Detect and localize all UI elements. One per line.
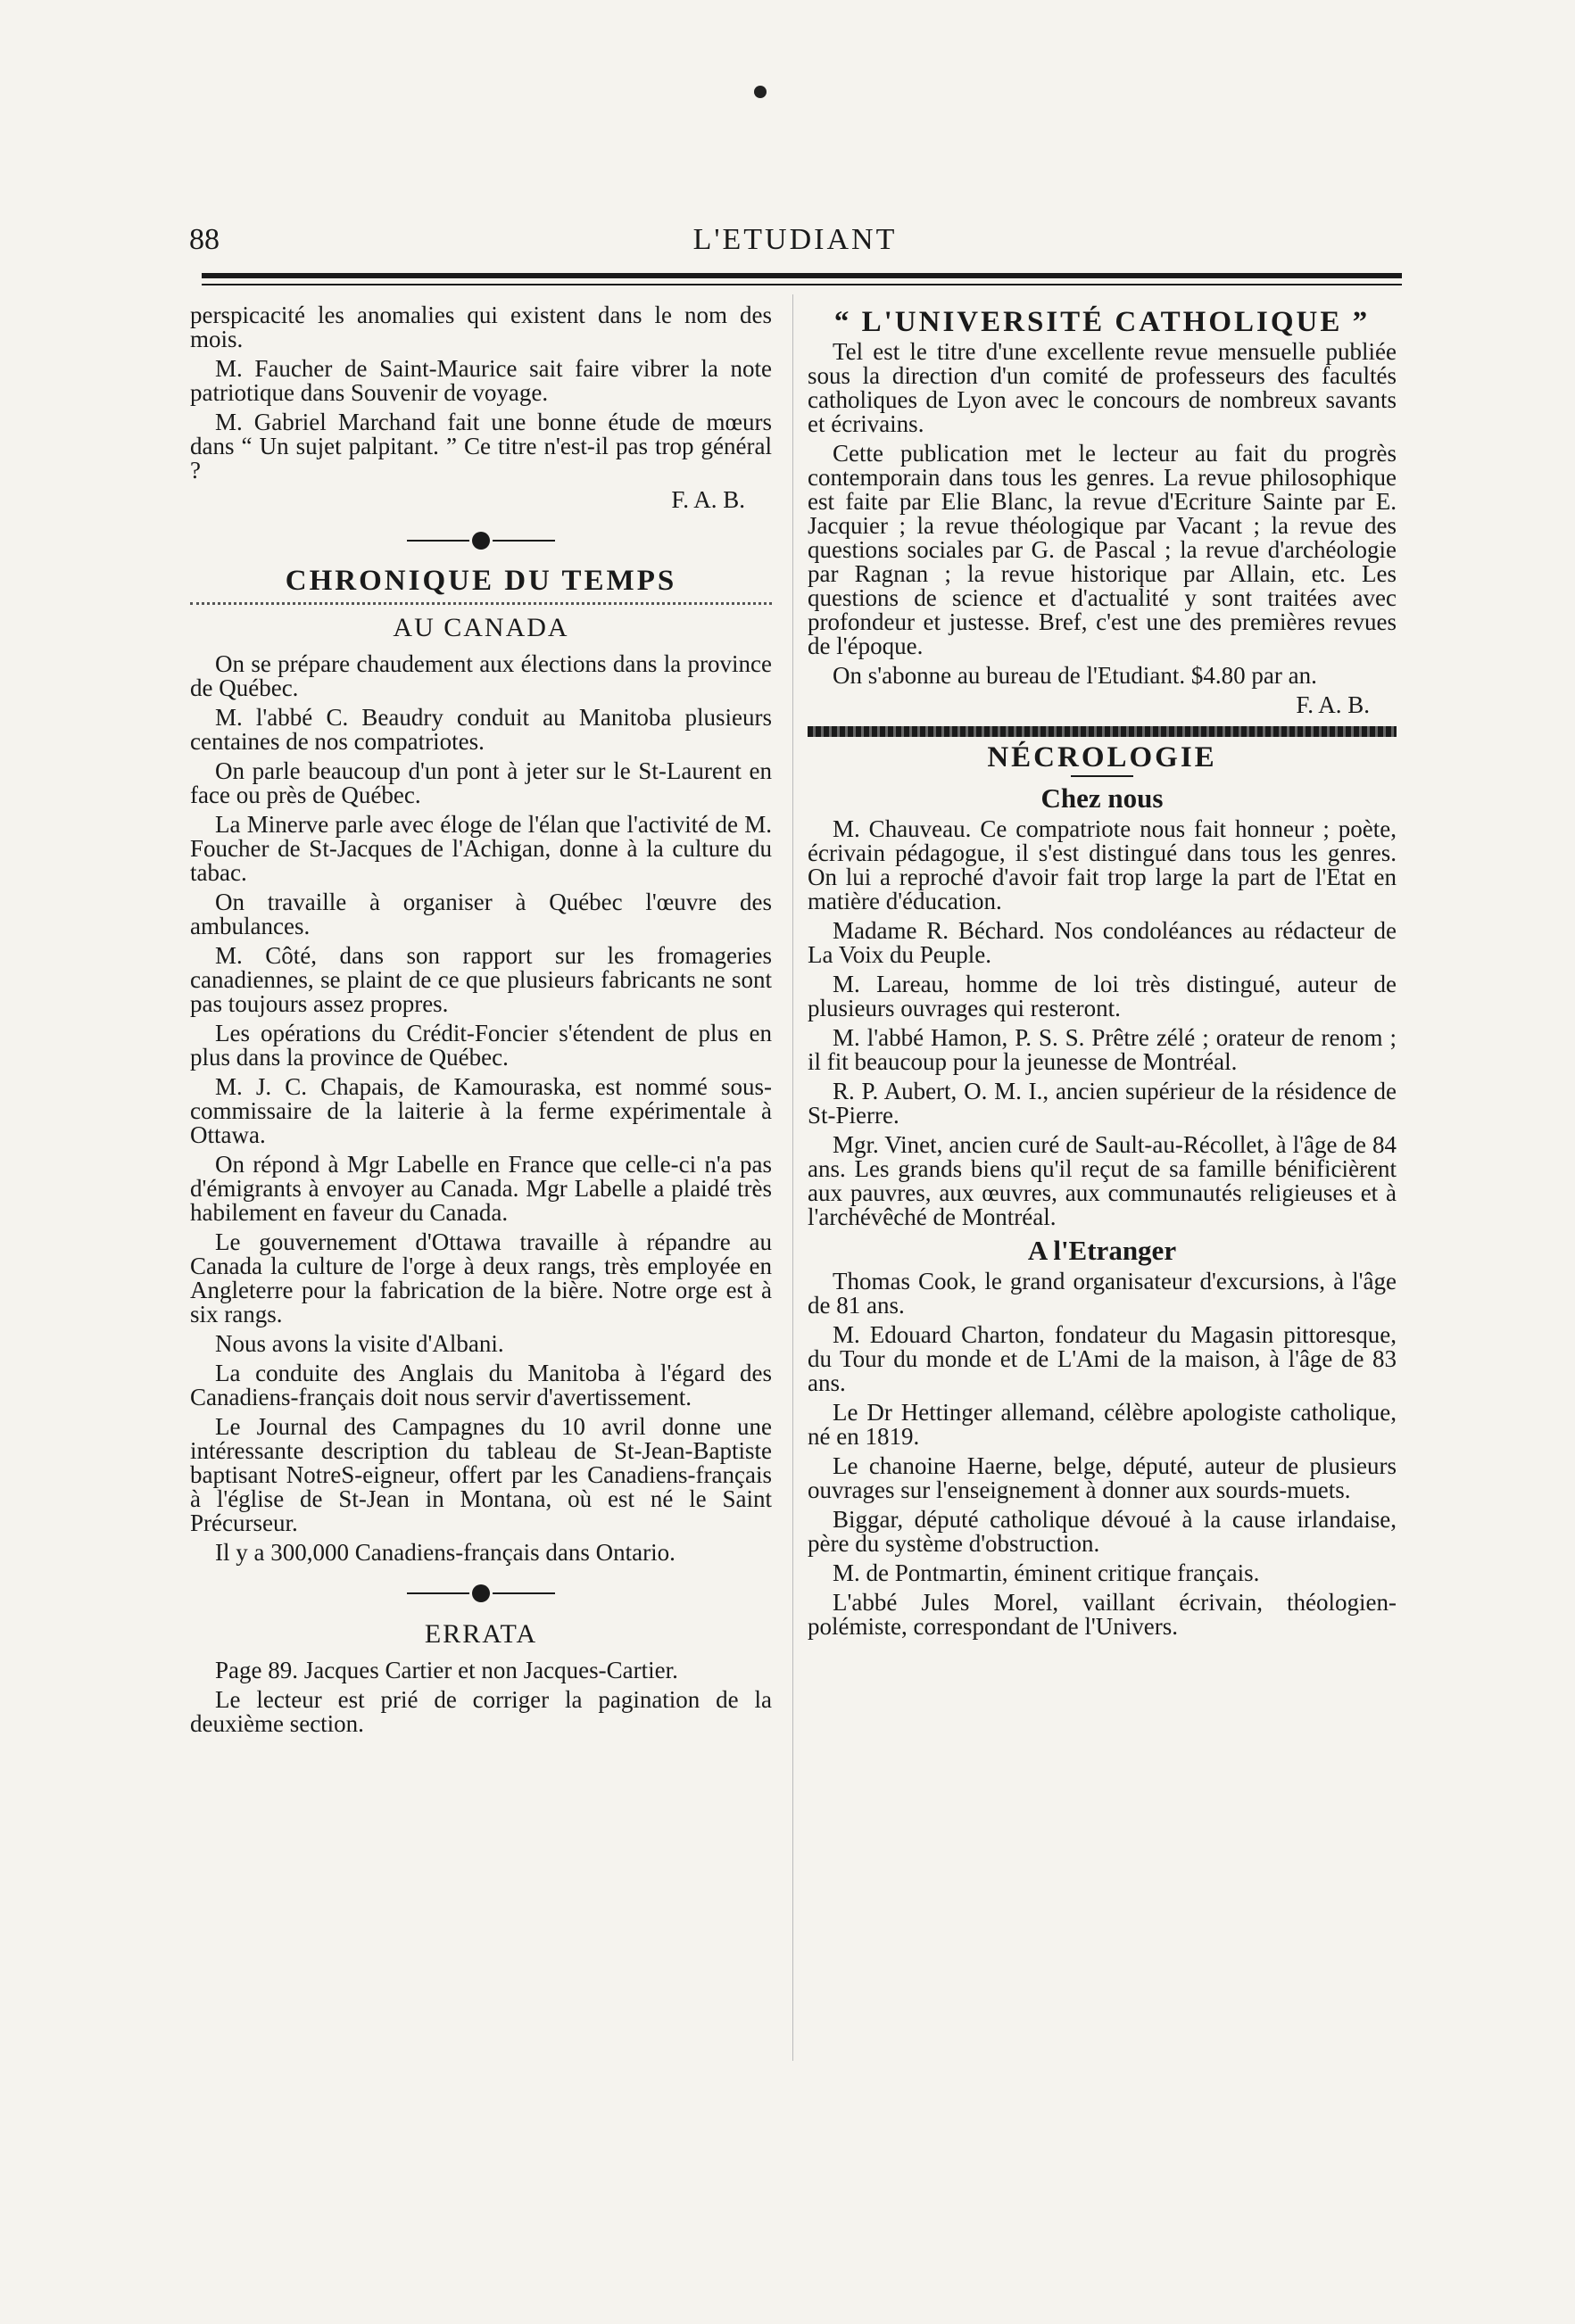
column-divider [792,294,793,2061]
paragraph: perspicacité les anomalies qui existent dans le nom des mois. [190,302,772,352]
ink-blot-icon [754,86,767,98]
obituary-item: Le chanoine Haerne, belge, député, auteur de plusieurs ouvrages sur l'enseignement à donner aux sourds-muets. [808,1452,1397,1503]
news-item: Il y a 300,000 Canadiens-français dans Ontario. [215,1539,676,1566]
paragraph: M. Gabriel Marchand fait une bonne étude de mœurs dans “ Un sujet palpitant. ” Ce titre n'est-il pas trop général ? [190,409,772,484]
ornamental-rule [808,726,1397,737]
obituary-item: M. Edouard Charton, fondateur du Magasin pittoresque, du Tour du monde et de L'Ami de la maison, à l'âge de 83 ans. [808,1321,1397,1396]
header-rule-thick [202,273,1402,278]
obituary-item: Biggar, député catholique dévoué à la cause irlandaise, père du système d'obstruction. [808,1506,1397,1557]
paragraph: M. Faucher de Saint-Maurice sait faire vibrer la note patriotique dans Souvenir de voyage. [190,355,772,406]
sub-title: Chez nous [1040,782,1164,814]
sub-title: A l'Etranger [1027,1235,1177,1266]
news-item: Le gouvernement d'Ottawa travaille à répandre au Canada la culture de l'orge à deux rangs, très employée en Angleterre pour la fabrication de la bière. Notre orge est à six rangs. [190,1228,772,1327]
news-item: On répond à Mgr Labelle en France que celle-ci n'a pas d'émigrants à envoyer au Canada. Mgr Labelle a plaidé très habilement en faveur du Canada. [190,1151,772,1226]
news-item: On parle beaucoup d'un pont à jeter sur le St-Laurent en face ou près de Québec. [190,757,772,808]
obituary-item: Madame R. Béchard. Nos condoléances au rédacteur de La Voix du Peuple. [808,917,1397,968]
page-header [189,223,1401,268]
ornament-divider [190,1576,772,1611]
errata-item: Le lecteur est prié de corriger la pagination de la deuxième section. [190,1686,772,1737]
header-rule-thin [202,284,1402,285]
signature: F. A. B. [671,486,745,513]
news-item: La Minerve parle avec éloge de l'élan que l'activité de M. Foucher de St-Jacques de l'Achigan, donne à la culture du tabac. [190,811,772,886]
obituary-item: M. Chauveau. Ce compatriote nous fait honneur ; poète, écrivain pédagogue, il s'est distingué dans tous les genres. On lui a reproché d'avoir fait trop large la part de l'Etat en matière d'éducation. [808,815,1397,914]
running-title: L'ETUDIANT [692,223,898,256]
news-item: La conduite des Anglais du Manitoba à l'égard des Canadiens-français doit nous servir d'avertissement. [190,1360,772,1410]
obituary-item: M. l'abbé Hamon, P. S. S. Prêtre zélé ; orateur de renom ; il fit beaucoup pour la jeunesse de Montréal. [808,1024,1397,1075]
sub-title: AU CANADA [393,613,569,642]
errata-title: ERRATA [424,1619,538,1649]
short-rule [1071,775,1133,777]
news-item: M. Côté, dans son rapport sur les fromageries canadiennes, se plaint de ce que plusieurs fabricants ne sont pas toujours assez propres. [190,942,772,1017]
obituary-item: M. de Pontmartin, éminent critique français. [833,1559,1260,1586]
paragraph: On s'abonne au bureau de l'Etudiant. $4.80 par an. [833,662,1317,689]
obituary-item: R. P. Aubert, O. M. I., ancien supérieur de la résidence de St-Pierre. [808,1078,1397,1129]
paragraph: Cette publication met le lecteur au fait du progrès contemporain dans tous les genres. La revue philosophique est faite par Elie Blanc, la revue d'Ecriture Sainte par E. Jacquier ; la revue théologique par Vacant ; la revue des questions sociales par G. de Pascal ; la revue d'archéologie par Ragnan ; la revue historique par Allain, etc. Les questions de science et d'actualité y sont traitées avec profondeur et justesse. Bref, c'est une des premières revues de l'époque. [808,440,1397,659]
page-number: 88 [189,223,220,256]
news-item: Nous avons la visite d'Albani. [215,1330,504,1357]
obituary-item: Thomas Cook, le grand organisateur d'excursions, à l'âge de 81 ans. [808,1268,1397,1319]
signature: F. A. B. [1296,691,1370,718]
section-title: “ L'UNIVERSITÉ CATHOLIQUE ” [833,306,1371,338]
dotted-rule [190,599,772,605]
ornament-divider [190,523,772,558]
obituary-item: Mgr. Vinet, ancien curé de Sault-au-Récollet, à l'âge de 84 ans. Les grands biens qu'il reçut de sa famille bénificièrent aux pauvres, aux œuvres, aux communautés religieuses et à l'archévêché de Montréal. [808,1131,1397,1230]
news-item: On se prépare chaudement aux élections dans la province de Québec. [190,650,772,701]
obituary-item: Le Dr Hettinger allemand, célèbre apologiste catholique, né en 1819. [808,1399,1397,1450]
news-item: M. l'abbé C. Beaudry conduit au Manitoba plusieurs centaines de nos compatriotes. [190,704,772,755]
section-title: CHRONIQUE DU TEMPS [285,565,677,597]
news-item: M. J. C. Chapais, de Kamouraska, est nommé sous-commissaire de la laiterie à la ferme expérimentale à Ottawa. [190,1073,772,1148]
obituary-item: L'abbé Jules Morel, vaillant écrivain, théologien-polémiste, correspondant de l'Univers. [808,1589,1397,1640]
paragraph: Tel est le titre d'une excellente revue mensuelle publiée sous la direction d'un comité de professeurs des facultés catholiques de Lyon avec le concours de nombreux savants et écrivains. [808,338,1397,437]
errata-item: Page 89. Jacques Cartier et non Jacques-Cartier. [215,1657,678,1683]
news-item: Les opérations du Crédit-Foncier s'étendent de plus en plus dans la province de Québec. [190,1020,772,1071]
right-column [808,303,1397,1644]
obituary-item: M. Lareau, homme de loi très distingué, auteur de plusieurs ouvrages qui resteront. [808,971,1397,1021]
news-item: Le Journal des Campagnes du 10 avril donne une intéressante description du tableau de St-Jean-Baptiste baptisant NotreS-eigneur, offert par les Canadiens-français à l'église de St-Jean in Montana, où est né le Saint Précurseur. [190,1413,772,1536]
section-title: NÉCROLOGIE [987,741,1217,773]
left-column [190,303,772,1741]
news-item: On travaille à organiser à Québec l'œuvre des ambulances. [190,889,772,939]
